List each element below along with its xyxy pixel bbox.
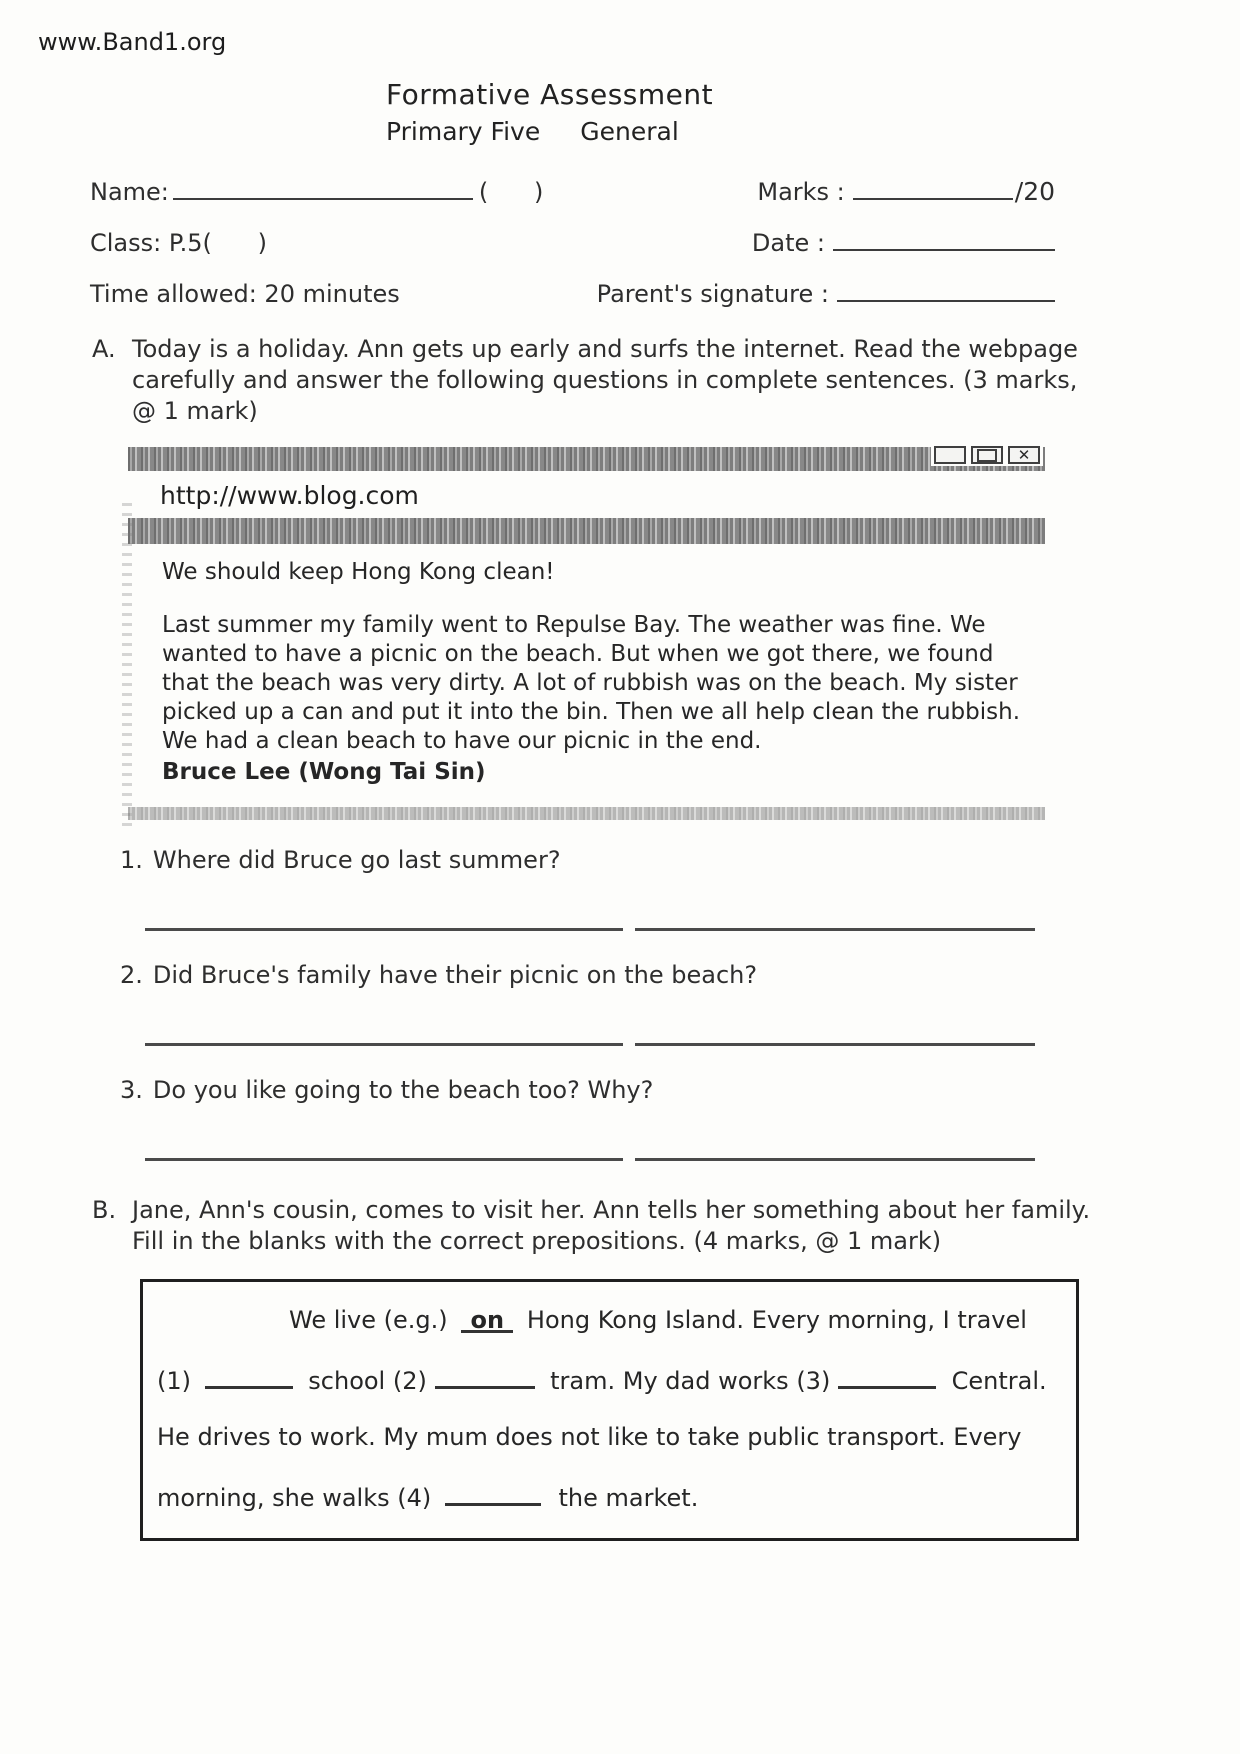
section-a-instructions: Today is a holiday. Ann gets up early and surfs the internet. Read the webpage carefully and answer the following questions in complete sentences. (3 marks, @ 1 mark) [132, 335, 1078, 425]
maximize-icon [971, 446, 1003, 464]
cloze-line4-a: morning, she walks (4) [157, 1484, 432, 1512]
question-3-text: Do you like going to the beach too? Why? [152, 1076, 654, 1104]
marks-total: /20 [1014, 177, 1055, 206]
cloze-blank-3[interactable] [838, 1362, 936, 1389]
class-number-paren: ( ) [478, 178, 544, 206]
cloze-line2-c: tram. My dad works (3) [550, 1367, 831, 1395]
subtitle-grade: Primary Five [386, 117, 541, 146]
minimize-icon [934, 446, 966, 464]
cloze-blank-1[interactable] [205, 1362, 293, 1389]
class-label: Class: P.5( ) [90, 229, 267, 257]
question-2-number: 2. [120, 961, 143, 989]
cloze-line2-b: school (2) [308, 1367, 427, 1395]
question-3 [120, 1076, 1160, 1161]
cloze-line-1 [157, 1306, 1062, 1334]
answer-line-2-left[interactable] [145, 1041, 623, 1046]
question-1-text: Where did Bruce go last summer? [152, 846, 561, 874]
page-subtitle [386, 117, 1240, 146]
marks-input-line[interactable] [853, 176, 1013, 200]
close-icon: ✕ [1008, 446, 1040, 464]
question-2-text: Did Bruce's family have their picnic on the beach? [152, 961, 758, 989]
date-input-line[interactable] [833, 227, 1055, 251]
browser-address-bar [128, 471, 1045, 518]
answer-line-1[interactable] [145, 926, 1160, 931]
browser-bottom-band [128, 807, 1045, 820]
parent-signature-line[interactable] [837, 278, 1055, 302]
subtitle-type: General [580, 117, 679, 146]
time-allowed-label: Time allowed: 20 minutes [90, 280, 400, 308]
section-b-instructions: Jane, Ann's cousin, comes to visit her. Ann tells her something about her family. Fill in the blanks with the correct prepositions. (4 marks, @ 1 mark) [132, 1196, 1091, 1255]
page-title: Formative Assessment [386, 78, 714, 111]
site-watermark: www.Band1.org [38, 28, 227, 56]
blog-heading: We should keep Hong Kong clean! [162, 559, 555, 585]
date-label: Date : [751, 229, 825, 257]
answer-line-3-right[interactable] [635, 1156, 1035, 1161]
header-row-2 [90, 227, 1055, 257]
cloze-line1-post: Hong Kong Island. Every morning, I travel [526, 1306, 1027, 1334]
cloze-line2-a: (1) [157, 1367, 191, 1395]
cloze-line3-text: He drives to work. My mum does not like to take public transport. Every [157, 1423, 1022, 1451]
answer-line-3[interactable] [145, 1156, 1160, 1161]
cloze-line2-d: Central. [951, 1367, 1047, 1395]
question-2 [120, 961, 1160, 1046]
question-1 [120, 846, 1160, 931]
answer-line-3-left[interactable] [145, 1156, 623, 1161]
header-row-1 [90, 176, 1055, 206]
title-block [386, 78, 1240, 146]
cloze-line4-b: the market. [558, 1484, 699, 1512]
address-url: http://www.blog.com [160, 481, 419, 510]
section-b [92, 1195, 1180, 1257]
parent-signature-label: Parent's signature : [596, 280, 829, 308]
browser-toolbar-band [128, 518, 1045, 544]
answer-line-2[interactable] [145, 1041, 1160, 1046]
answer-line-1-left[interactable] [145, 926, 623, 931]
cloze-blank-4[interactable] [445, 1479, 541, 1506]
cloze-line-4 [157, 1479, 1062, 1512]
blog-author: Bruce Lee (Wong Tai Sin) [162, 759, 486, 785]
blog-content [128, 544, 1045, 805]
name-label: Name: [90, 178, 169, 206]
answer-line-1-right[interactable] [635, 926, 1035, 931]
window-controls [931, 444, 1043, 466]
question-3-number: 3. [120, 1076, 143, 1104]
cloze-passage-box [140, 1279, 1079, 1541]
cloze-line-3 [157, 1423, 1062, 1451]
name-input-line[interactable] [173, 176, 473, 200]
blog-body: Last summer my family went to Repulse Bay. The weather was fine. We wanted to have a picnic on the beach. But when we got there, we found that the beach was very dirty. A lot of rubbish was on the beach. My sister picked up a can and put it into the bin. Then we all help clean the rubbish. We had a clean beach to have our picnic in the end. [162, 612, 1021, 754]
cloze-line1-pre: We live (e.g.) [289, 1306, 448, 1334]
question-list [120, 846, 1160, 1161]
browser-window [128, 447, 1045, 820]
browser-titlebar [128, 447, 1045, 471]
header-row-3 [90, 278, 1055, 308]
section-b-label: B. [92, 1196, 117, 1224]
section-a-label: A. [92, 335, 116, 363]
section-a [92, 334, 1180, 427]
cloze-blank-2[interactable] [435, 1362, 535, 1389]
header-fields [90, 176, 1055, 308]
answer-line-2-right[interactable] [635, 1041, 1035, 1046]
marks-label: Marks : [757, 178, 845, 206]
example-blank: on [461, 1306, 513, 1333]
question-1-number: 1. [120, 846, 143, 874]
cloze-line-2 [157, 1362, 1062, 1395]
